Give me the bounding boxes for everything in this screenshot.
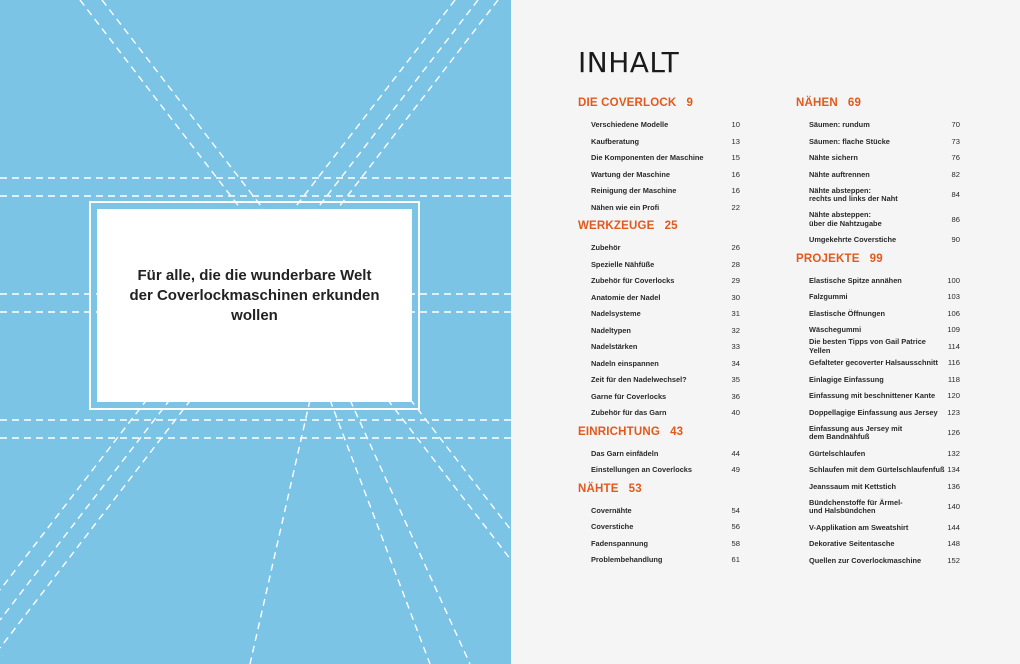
toc-entry xyxy=(796,462,960,479)
toc-entry xyxy=(578,536,740,553)
toc-entry xyxy=(796,355,960,372)
entry-page: 103 xyxy=(947,292,960,301)
entry-page: 109 xyxy=(947,325,960,334)
entry-page: 16 xyxy=(731,169,740,179)
toc-section-heading xyxy=(578,426,740,444)
toc-entry xyxy=(796,289,960,306)
entry-title: V-Applikation am Sweatshirt xyxy=(809,522,909,532)
entry-page: 100 xyxy=(947,275,960,285)
entry-page: 61 xyxy=(731,555,740,564)
toc-entry xyxy=(578,356,740,373)
toc-entry xyxy=(796,479,960,496)
entry-page: 106 xyxy=(947,308,960,318)
toc-entry xyxy=(578,462,740,479)
toc-section-heading xyxy=(796,97,960,115)
entry-title: Garne für Coverlocks xyxy=(591,391,667,401)
section-title: DIE COVERLOCK xyxy=(578,97,677,109)
dedication-box xyxy=(97,209,412,402)
toc-entry xyxy=(796,372,960,389)
toc-entry xyxy=(796,134,960,151)
entry-title: Säumen: rundum xyxy=(809,120,870,129)
toc-entry xyxy=(578,150,740,167)
entry-page: 70 xyxy=(951,120,960,129)
toc-entry xyxy=(796,339,960,356)
entry-title: Gürtelschlaufen xyxy=(809,448,866,458)
entry-title: Anatomie der Nadel xyxy=(591,292,661,302)
toc-column-right xyxy=(796,93,960,569)
toc-entry xyxy=(578,323,740,340)
entry-title: Einfassung aus Jersey mit dem Bandnähfuß xyxy=(809,423,903,442)
entry-title: Zubehör für Coverlocks xyxy=(591,276,675,285)
toc-entry xyxy=(796,306,960,323)
toc-section-heading xyxy=(578,97,740,115)
toc-entry xyxy=(796,553,960,570)
dedication-text: Für alle, die die wunderbare Welt der Coverlockmaschinen erkunden wollen xyxy=(129,266,380,324)
entry-title: Nähte sichern xyxy=(809,153,858,162)
entry-page: 36 xyxy=(731,391,740,401)
entry-page: 82 xyxy=(951,169,960,179)
toc-entry xyxy=(578,372,740,389)
entry-page: 86 xyxy=(951,214,960,224)
entry-title: Einstellungen an Coverlocks xyxy=(591,465,693,474)
entry-page: 58 xyxy=(731,538,740,548)
entry-page: 15 xyxy=(731,153,740,162)
entry-title: Bündchenstoffe für Ärmel- und Halsbündchen xyxy=(809,497,903,516)
toc-entry xyxy=(796,536,960,553)
section-title: EINRICHTUNG xyxy=(578,425,661,438)
section-title: NÄHEN xyxy=(796,97,838,109)
entry-title: Problembehandlung xyxy=(591,555,663,564)
entry-page: 152 xyxy=(947,555,960,565)
entry-title: Wartung der Maschine xyxy=(591,169,670,179)
entry-page: 140 xyxy=(947,502,960,511)
entry-page: 144 xyxy=(947,522,960,532)
entry-title: Die Komponenten der Maschine xyxy=(591,153,704,162)
toc-entry xyxy=(796,232,960,249)
toc-entry xyxy=(578,257,740,274)
toc-entry xyxy=(578,389,740,406)
entry-title: Das Garn einfädeln xyxy=(591,448,659,458)
entry-title: Säumen: flache Stücke xyxy=(809,136,890,146)
toc-entry xyxy=(578,339,740,356)
entry-page: 76 xyxy=(951,153,960,162)
entry-title: Schlaufen mit dem Gürtelschlaufenfuß xyxy=(809,465,945,474)
toc-section-heading xyxy=(796,253,960,271)
entry-page: 29 xyxy=(731,276,740,285)
toc-entry xyxy=(578,503,740,520)
entry-page: 33 xyxy=(731,342,740,351)
section-title: WERKZEUGE xyxy=(578,220,655,232)
entry-page: 114 xyxy=(947,341,960,351)
section-page: 69 xyxy=(847,97,862,109)
entry-page: 120 xyxy=(947,391,960,400)
entry-title: Wäschegummi xyxy=(809,325,862,334)
toc-entry xyxy=(578,134,740,151)
toc-entry xyxy=(578,167,740,184)
entry-title: Zeit für den Nadelwechsel? xyxy=(591,375,687,384)
entry-page: 31 xyxy=(731,309,740,318)
toc-entry xyxy=(578,200,740,217)
toc-entry xyxy=(796,421,960,446)
entry-page: 54 xyxy=(731,505,740,515)
section-page: 53 xyxy=(628,482,642,495)
section-page: 9 xyxy=(686,97,694,109)
toc-entry xyxy=(578,552,740,569)
entry-page: 13 xyxy=(731,136,740,146)
toc-entry xyxy=(578,446,740,463)
toc-entry xyxy=(578,117,740,134)
entry-page: 44 xyxy=(731,448,740,458)
toc-entry xyxy=(578,273,740,290)
entry-page: 26 xyxy=(731,243,740,252)
entry-page: 30 xyxy=(731,292,740,302)
entry-title: Verschiedene Modelle xyxy=(591,120,669,129)
entry-title: Nadelstärken xyxy=(591,342,638,351)
entry-page: 22 xyxy=(731,202,740,212)
entry-title: Elastische Spitze annähen xyxy=(809,275,902,285)
section-page: 43 xyxy=(670,425,684,438)
entry-title: Covernähte xyxy=(591,505,632,515)
entry-title: Jeanssaum mit Kettstich xyxy=(809,481,897,491)
entry-page: 28 xyxy=(731,259,740,269)
entry-title: Nähte absteppen: über die Nahtzugabe xyxy=(809,210,882,228)
toc-entry xyxy=(796,208,960,233)
entry-page: 118 xyxy=(947,374,960,384)
entry-title: Doppellagige Einfassung aus Jersey xyxy=(809,407,938,417)
section-title: NÄHTE xyxy=(578,482,619,495)
entry-page: 56 xyxy=(731,522,740,531)
toc-entry xyxy=(578,306,740,323)
entry-page: 73 xyxy=(951,136,960,146)
toc-entry xyxy=(578,240,740,257)
entry-title: Coverstiche xyxy=(591,522,634,531)
toc-entry xyxy=(796,446,960,463)
entry-title: Nähte absteppen: rechts und links der Naht xyxy=(809,185,898,204)
entry-page: 16 xyxy=(731,186,740,195)
toc-entry xyxy=(796,273,960,290)
toc-entry xyxy=(796,183,960,208)
toc-entry xyxy=(796,495,960,520)
entry-title: Die besten Tipps von Gail Patrice Yellen xyxy=(809,337,926,355)
toc-entry xyxy=(796,167,960,184)
entry-title: Reinigung der Maschine xyxy=(591,186,677,195)
entry-page: 35 xyxy=(731,375,740,384)
toc-entry xyxy=(578,519,740,536)
toc-entry xyxy=(578,405,740,422)
entry-title: Einfassung mit beschnittener Kante xyxy=(809,391,936,400)
entry-page: 148 xyxy=(947,539,960,548)
entry-title: Kaufberatung xyxy=(591,136,640,146)
entry-title: Quellen zur Coverlockmaschine xyxy=(809,555,922,565)
toc-title: INHALT xyxy=(578,46,680,79)
entry-page: 116 xyxy=(947,358,960,367)
toc-entry xyxy=(796,388,960,405)
entry-title: Nähte auftrennen xyxy=(809,169,870,179)
entry-title: Gefalteter gecoverter Halsausschnitt xyxy=(809,358,938,367)
toc-entry xyxy=(578,290,740,307)
entry-page: 34 xyxy=(731,358,740,368)
entry-page: 126 xyxy=(947,428,960,437)
entry-title: Elastische Öffnungen xyxy=(809,308,885,318)
entry-title: Zubehör für das Garn xyxy=(591,408,667,417)
entry-title: Umgekehrte Coverstiche xyxy=(809,235,897,244)
toc-entry xyxy=(796,150,960,167)
toc-entry xyxy=(796,520,960,537)
entry-page: 49 xyxy=(731,465,740,474)
section-page: 99 xyxy=(869,252,883,265)
entry-title: Nadelsysteme xyxy=(591,309,641,318)
entry-page: 123 xyxy=(947,407,960,417)
section-title: PROJEKTE xyxy=(796,252,860,265)
entry-title: Nadeltypen xyxy=(591,325,631,335)
section-page: 25 xyxy=(664,220,678,232)
entry-title: Falzgummi xyxy=(809,292,848,301)
toc-entry xyxy=(578,183,740,200)
entry-title: Dekorative Seitentasche xyxy=(809,539,895,548)
entry-page: 136 xyxy=(947,481,960,491)
entry-page: 90 xyxy=(951,235,960,244)
entry-title: Einlagige Einfassung xyxy=(809,374,884,384)
entry-page: 84 xyxy=(951,190,960,199)
toc-entry xyxy=(796,322,960,339)
toc-section-heading xyxy=(578,220,740,238)
entry-page: 134 xyxy=(947,465,960,474)
entry-page: 32 xyxy=(731,325,740,335)
entry-page: 40 xyxy=(731,408,740,417)
toc-section-heading xyxy=(578,483,740,501)
toc-entry xyxy=(796,405,960,422)
entry-title: Zubehör xyxy=(591,243,621,252)
toc-column-left xyxy=(578,93,740,569)
entry-page: 10 xyxy=(731,120,740,129)
toc-entry xyxy=(796,117,960,134)
entry-title: Spezielle Nähfüße xyxy=(591,259,655,269)
entry-page: 132 xyxy=(947,448,960,458)
entry-title: Nähen wie ein Profi xyxy=(591,202,660,212)
entry-title: Fadenspannung xyxy=(591,538,649,548)
entry-title: Nadeln einspannen xyxy=(591,358,659,368)
